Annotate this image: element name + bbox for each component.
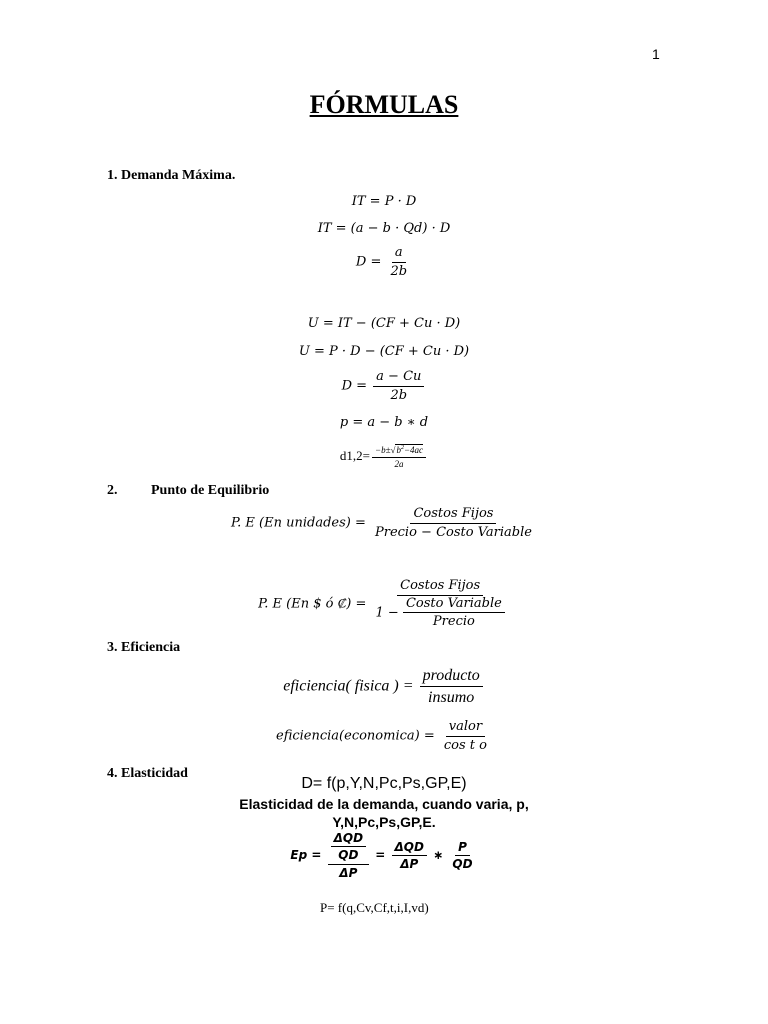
elasticity-caption-line-1	[0, 796, 768, 812]
fraction	[449, 840, 475, 872]
section-2-title: Punto de Equilibrio	[151, 483, 270, 498]
compound-numerator	[328, 831, 369, 865]
price-function-text: P= f(q,Cv,Cf,t,i,I,vd)	[320, 900, 429, 915]
formula-quadratic	[0, 444, 768, 470]
formula-lhs: P. E (En $ ó ₡) =	[258, 596, 367, 612]
denominator	[373, 596, 508, 630]
fraction	[373, 578, 508, 630]
page-title: FÓRMULAS	[309, 90, 459, 119]
denominator: ΔP	[400, 857, 419, 872]
page-number: 1	[652, 46, 660, 62]
formula-lhs: eficiencia(economica) =	[276, 728, 435, 744]
nested-denominator: Precio	[432, 614, 475, 630]
numerator: valor	[446, 719, 485, 737]
price-function	[320, 900, 429, 916]
elasticity-caption-text-1: Elasticidad de la demanda, cuando varia, p,	[239, 796, 529, 812]
formula-u-text: U = IT − (CF + Cu · D)	[307, 316, 461, 331]
demand-function-text: D= f(p,Y,N,Pc,Ps,GP,E)	[301, 775, 467, 792]
formula-efficiency-physical	[0, 666, 768, 707]
formula-u	[0, 316, 768, 331]
multiply-sign: ∗	[433, 848, 444, 863]
denominator: cos t o	[443, 737, 487, 753]
equals-sign: =	[375, 848, 386, 863]
fraction	[388, 245, 411, 279]
numerator: a	[392, 245, 406, 263]
exponent: 2	[400, 445, 404, 451]
numerator-prefix: −b±	[375, 445, 391, 455]
compound-fraction	[328, 831, 369, 880]
formula-efficiency-economic	[0, 719, 768, 753]
formula-lhs: D =	[355, 254, 382, 270]
numerator: Costos Fijos	[410, 506, 496, 524]
fraction	[420, 666, 483, 707]
inner-denominator: QD	[338, 848, 359, 863]
demand-function	[0, 775, 768, 793]
radicand-base: b	[396, 445, 401, 455]
formula-p-text: p = a − b ∗ d	[339, 415, 429, 430]
denominator: QD	[452, 857, 473, 872]
formula-it-expanded-text: IT = (a − b · Qd) · D	[317, 221, 451, 236]
fraction	[372, 444, 426, 470]
radicand-rest: −4ac	[403, 445, 424, 455]
fraction	[373, 369, 424, 403]
numerator: ΔQD	[392, 840, 427, 856]
fraction	[392, 840, 427, 872]
radicand	[395, 444, 423, 456]
formula-lhs: d1,2=	[339, 447, 371, 463]
formula-lhs: eficiencia( fisica ) =	[283, 677, 414, 695]
fraction	[372, 506, 535, 540]
formula-pe-money	[0, 578, 768, 630]
denominator: insumo	[428, 689, 475, 707]
section-2-heading	[107, 483, 269, 499]
nested-numerator: Costo Variable	[403, 596, 505, 614]
formula-d-max	[0, 245, 768, 279]
numerator	[372, 444, 426, 458]
inner-fraction	[331, 831, 366, 863]
numerator: a − Cu	[373, 369, 424, 387]
denominator: Precio − Costo Variable	[375, 524, 532, 540]
numerator: P	[455, 840, 470, 856]
formula-lhs: D =	[341, 378, 368, 394]
section-1-heading: 1. Demanda Máxima.	[107, 168, 236, 183]
elasticity-caption-line-2	[0, 814, 768, 830]
section-2-number: 2.	[107, 483, 118, 498]
section-3-heading: 3. Eficiencia	[107, 640, 181, 655]
denominator: 2a	[394, 458, 404, 469]
nested-fraction	[403, 596, 505, 630]
formula-it-expanded	[0, 221, 768, 236]
formula-price-elasticity	[0, 831, 768, 880]
radical-sign: √	[390, 445, 396, 455]
numerator: producto	[420, 666, 483, 687]
elasticity-caption-text-2: Y,N,Pc,Ps,GP,E.	[332, 814, 436, 830]
compound-denominator: ΔP	[339, 865, 358, 880]
denominator-prefix: 1 −	[375, 605, 399, 621]
formula-d-cu	[0, 369, 768, 403]
formula-lhs: Ep =	[290, 848, 322, 863]
formula-it	[0, 194, 768, 209]
formula-pe-units	[0, 506, 768, 540]
formula-u-expanded-text: U = P · D − (CF + Cu · D)	[298, 344, 470, 359]
formula-u-expanded	[0, 344, 768, 359]
formula-lhs: P. E (En unidades) =	[231, 515, 366, 531]
fraction	[441, 719, 490, 753]
denominator: 2b	[390, 387, 408, 403]
formula-p	[0, 415, 768, 430]
section-4-heading: 4. Elasticidad	[107, 766, 188, 781]
denominator: 2b	[390, 263, 408, 279]
inner-numerator: ΔQD	[331, 831, 366, 847]
numerator: Costos Fijos	[397, 578, 483, 596]
formula-it-text: IT = P · D	[351, 194, 417, 209]
